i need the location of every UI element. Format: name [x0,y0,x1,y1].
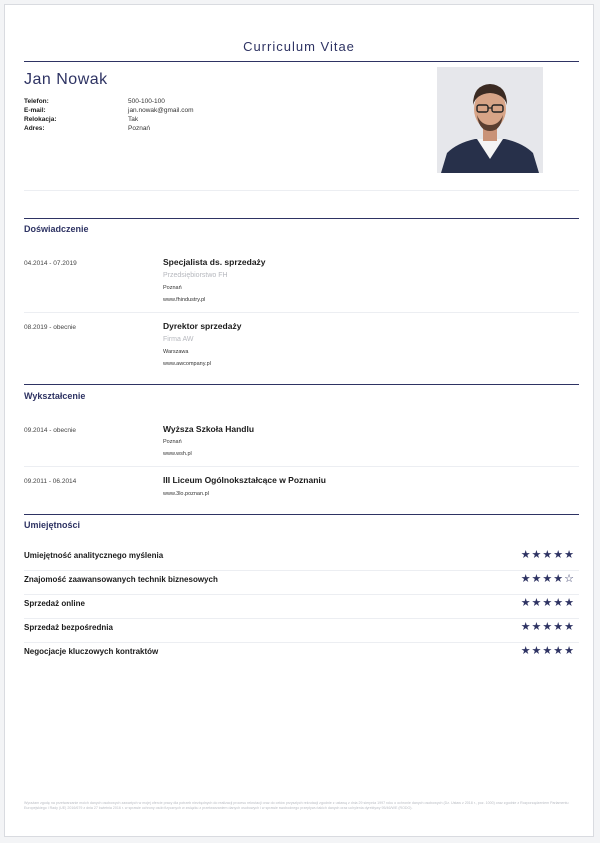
entry-company: Przedsiębiorstwo FH [163,272,228,279]
entry-title: Wyższa Szkoła Handlu [163,424,255,434]
contact-row-relocation [24,115,254,124]
entry-city: Poznań [163,285,182,291]
contact-value: Poznań [128,125,151,132]
contact-row-phone [24,97,254,106]
skill-name: Umiejętność analitycznego myślenia [24,551,164,560]
star-rating-icon: ★★★★★ [520,645,575,657]
skill-name: Negocjacje kluczowych kontraktów [24,647,159,656]
entry-title: III Liceum Ogólnokształcące w Poznaniu [163,475,326,485]
contact-value: jan.nowak@gmail.com [128,107,194,114]
entry-dates: 09.2014 - obecnie [24,427,77,434]
star-rating-icon: ★★★★★ [520,549,575,561]
contact-value: 500-100-100 [128,98,165,105]
consent-clause: Wyrażam zgodę na przetwarzanie moich danych osobowych zawartych w mojej ofercie pracy dla potrzeb niezbędnych do realizacji procesu rekrutacji oraz do celów przyszłych rekrutacji zgodnie z ustawą z dnia 29 sierpnia 1997 roku o ochronie danych osobowych (Dz. Ustaw z 2018 r., poz. 1000) oraz zgodnie z Rozporządzeniem Parlamentu Europejskiego i Rady (UE) 2016/679 z dnia 27 kwietnia 2016 r. w sprawie ochrony osób fizycznych w związku z przetwarzaniem danych osobowych i w sprawie swobodnego przepływu takich danych oraz uchylenia dyrektywy 95/46/WE (RODO). [24,801,569,810]
skills-heading: Umiejętności [24,520,81,530]
entry-dates: 04.2014 - 07.2019 [24,260,77,267]
contact-label: Relokacja: [24,116,57,123]
entry-title: Dyrektor sprzedaży [163,321,242,331]
header-divider [24,190,579,191]
skill-name: Sprzedaż online [24,599,85,608]
entry-url: www.awcompany.pl [163,361,211,367]
experience-divider [24,218,579,219]
contact-label: E-mail: [24,107,46,114]
skill-name: Znajomość zaawansowanych technik biznesowych [24,575,218,584]
entry-title: Specjalista ds. sprzedaży [163,257,266,267]
star-rating-icon: ★★★★☆ [520,573,575,585]
skill-divider [24,618,579,619]
skill-divider [24,594,579,595]
cv-page [4,4,594,837]
star-rating-icon: ★★★★★ [520,621,575,633]
contact-value: Tak [128,116,139,123]
skill-divider [24,642,579,643]
education-heading: Wykształcenie [24,391,86,401]
contact-row-email [24,106,254,115]
contact-label: Telefon: [24,98,49,105]
skill-name: Sprzedaż bezpośrednia [24,623,113,632]
entry-city: Warszawa [163,349,189,355]
entry-company: Firma AW [163,336,194,343]
entry-divider [24,312,579,313]
entry-divider [24,466,579,467]
contact-label: Adres: [24,125,45,132]
contact-details [24,97,254,133]
person-name: Jan Nowak [24,71,108,88]
entry-url: www.fhindustry.pl [163,297,206,303]
document-title: Curriculum Vitae [243,39,355,54]
profile-photo [437,67,543,173]
contact-row-address [24,124,254,133]
star-rating-icon: ★★★★★ [520,597,575,609]
entry-dates: 08.2019 - obecnie [24,324,77,331]
education-divider [24,384,579,385]
entry-url: www.3lo.poznan.pl [163,491,209,497]
entry-url: www.wsh.pl [163,451,192,457]
skill-divider [24,570,579,571]
entry-city: Poznań [163,439,182,445]
experience-heading: Doświadczenie [24,224,89,234]
person-portrait-icon [437,67,543,173]
entry-dates: 09.2011 - 06.2014 [24,478,77,485]
skills-divider [24,514,579,515]
title-divider [24,61,579,62]
